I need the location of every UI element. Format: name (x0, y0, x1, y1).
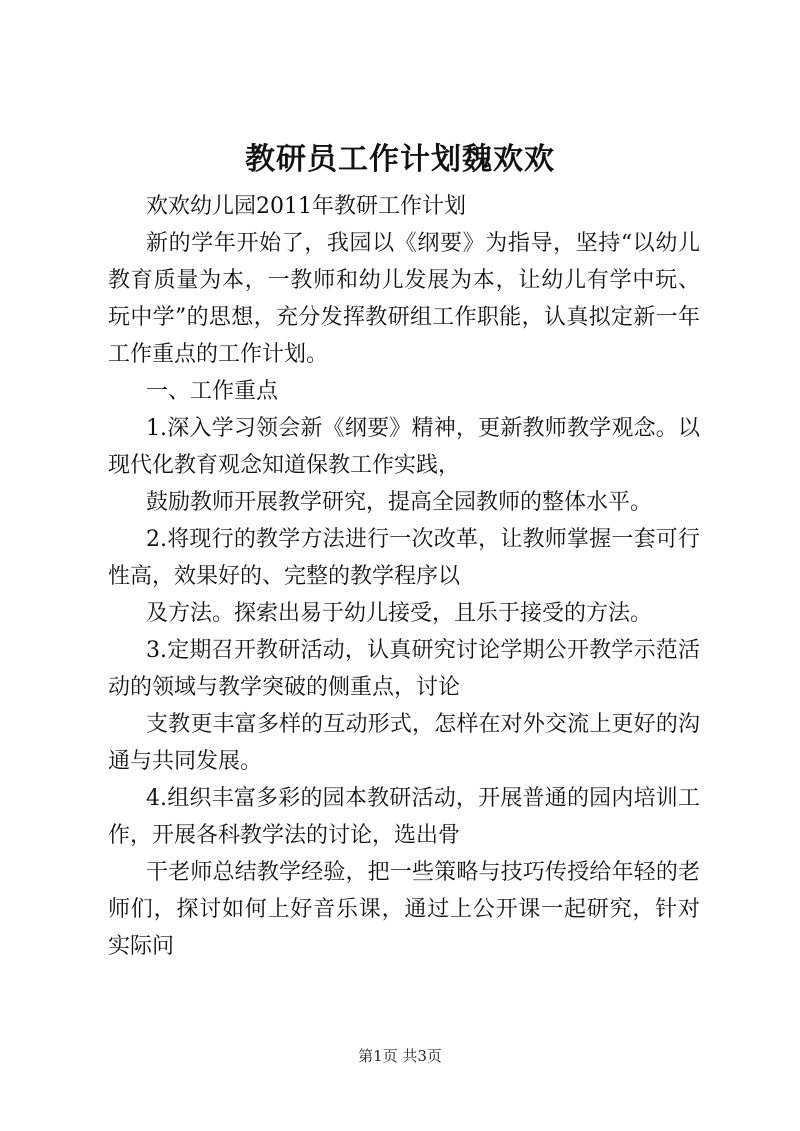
paragraph-item-1-continued: 鼓励教师开展教学研究，提高全园教师的整体水平。 (146, 490, 653, 515)
page-number-footer: 第1页 共3页 (358, 1047, 442, 1065)
paragraph-plan-heading: 欢欢幼儿园2011年教研工作计划 (146, 194, 466, 219)
paragraph-item-2: 2.将现行的教学方法进行一次改革，让教师掌握一套可行性高，效果好的、完整的教学程序以 (108, 527, 700, 589)
paragraph-item-3: 3.定期召开教研活动，认真研究讨论学期公开教学示范活动的领域与教学突破的侧重点，讨论 (108, 638, 700, 700)
paragraph-item-2-continued: 及方法。探索出易于幼儿接受，且乐于接受的方法。 (146, 601, 653, 626)
paragraph-item-4-continued: 干老师总结教学经验，把一些策略与技巧传授给年轻的老师们，探讨如何上好音乐课，通过上公开课一起研究，针对实际问 (108, 860, 700, 959)
section-heading-work-focus: 一、工作重点 (146, 379, 279, 404)
document-title: 教研员工作计划魏欢欢 (245, 142, 555, 177)
paragraph-item-3-continued: 支教更丰富多样的互动形式，怎样在对外交流上更好的沟通与共同发展。 (108, 712, 700, 774)
paragraph-item-1: 1.深入学习领会新《纲要》精神，更新教师教学观念。以现代化教育观念知道保教工作实践， (108, 416, 700, 478)
paragraph-intro: 新的学年开始了，我园以《纲要》为指导，坚持“以幼儿教育质量为本，一教师和幼儿发展为本，让幼儿有学中玩、玩中学”的思想，充分发挥教研组工作职能，认真拟定新一年工作重点的工作计划。 (108, 231, 700, 367)
document-body (108, 188, 700, 965)
paragraph-item-4: 4.组织丰富多彩的园本教研活动，开展普通的园内培训工作，开展各科教学法的讨论，选出骨 (108, 786, 700, 848)
